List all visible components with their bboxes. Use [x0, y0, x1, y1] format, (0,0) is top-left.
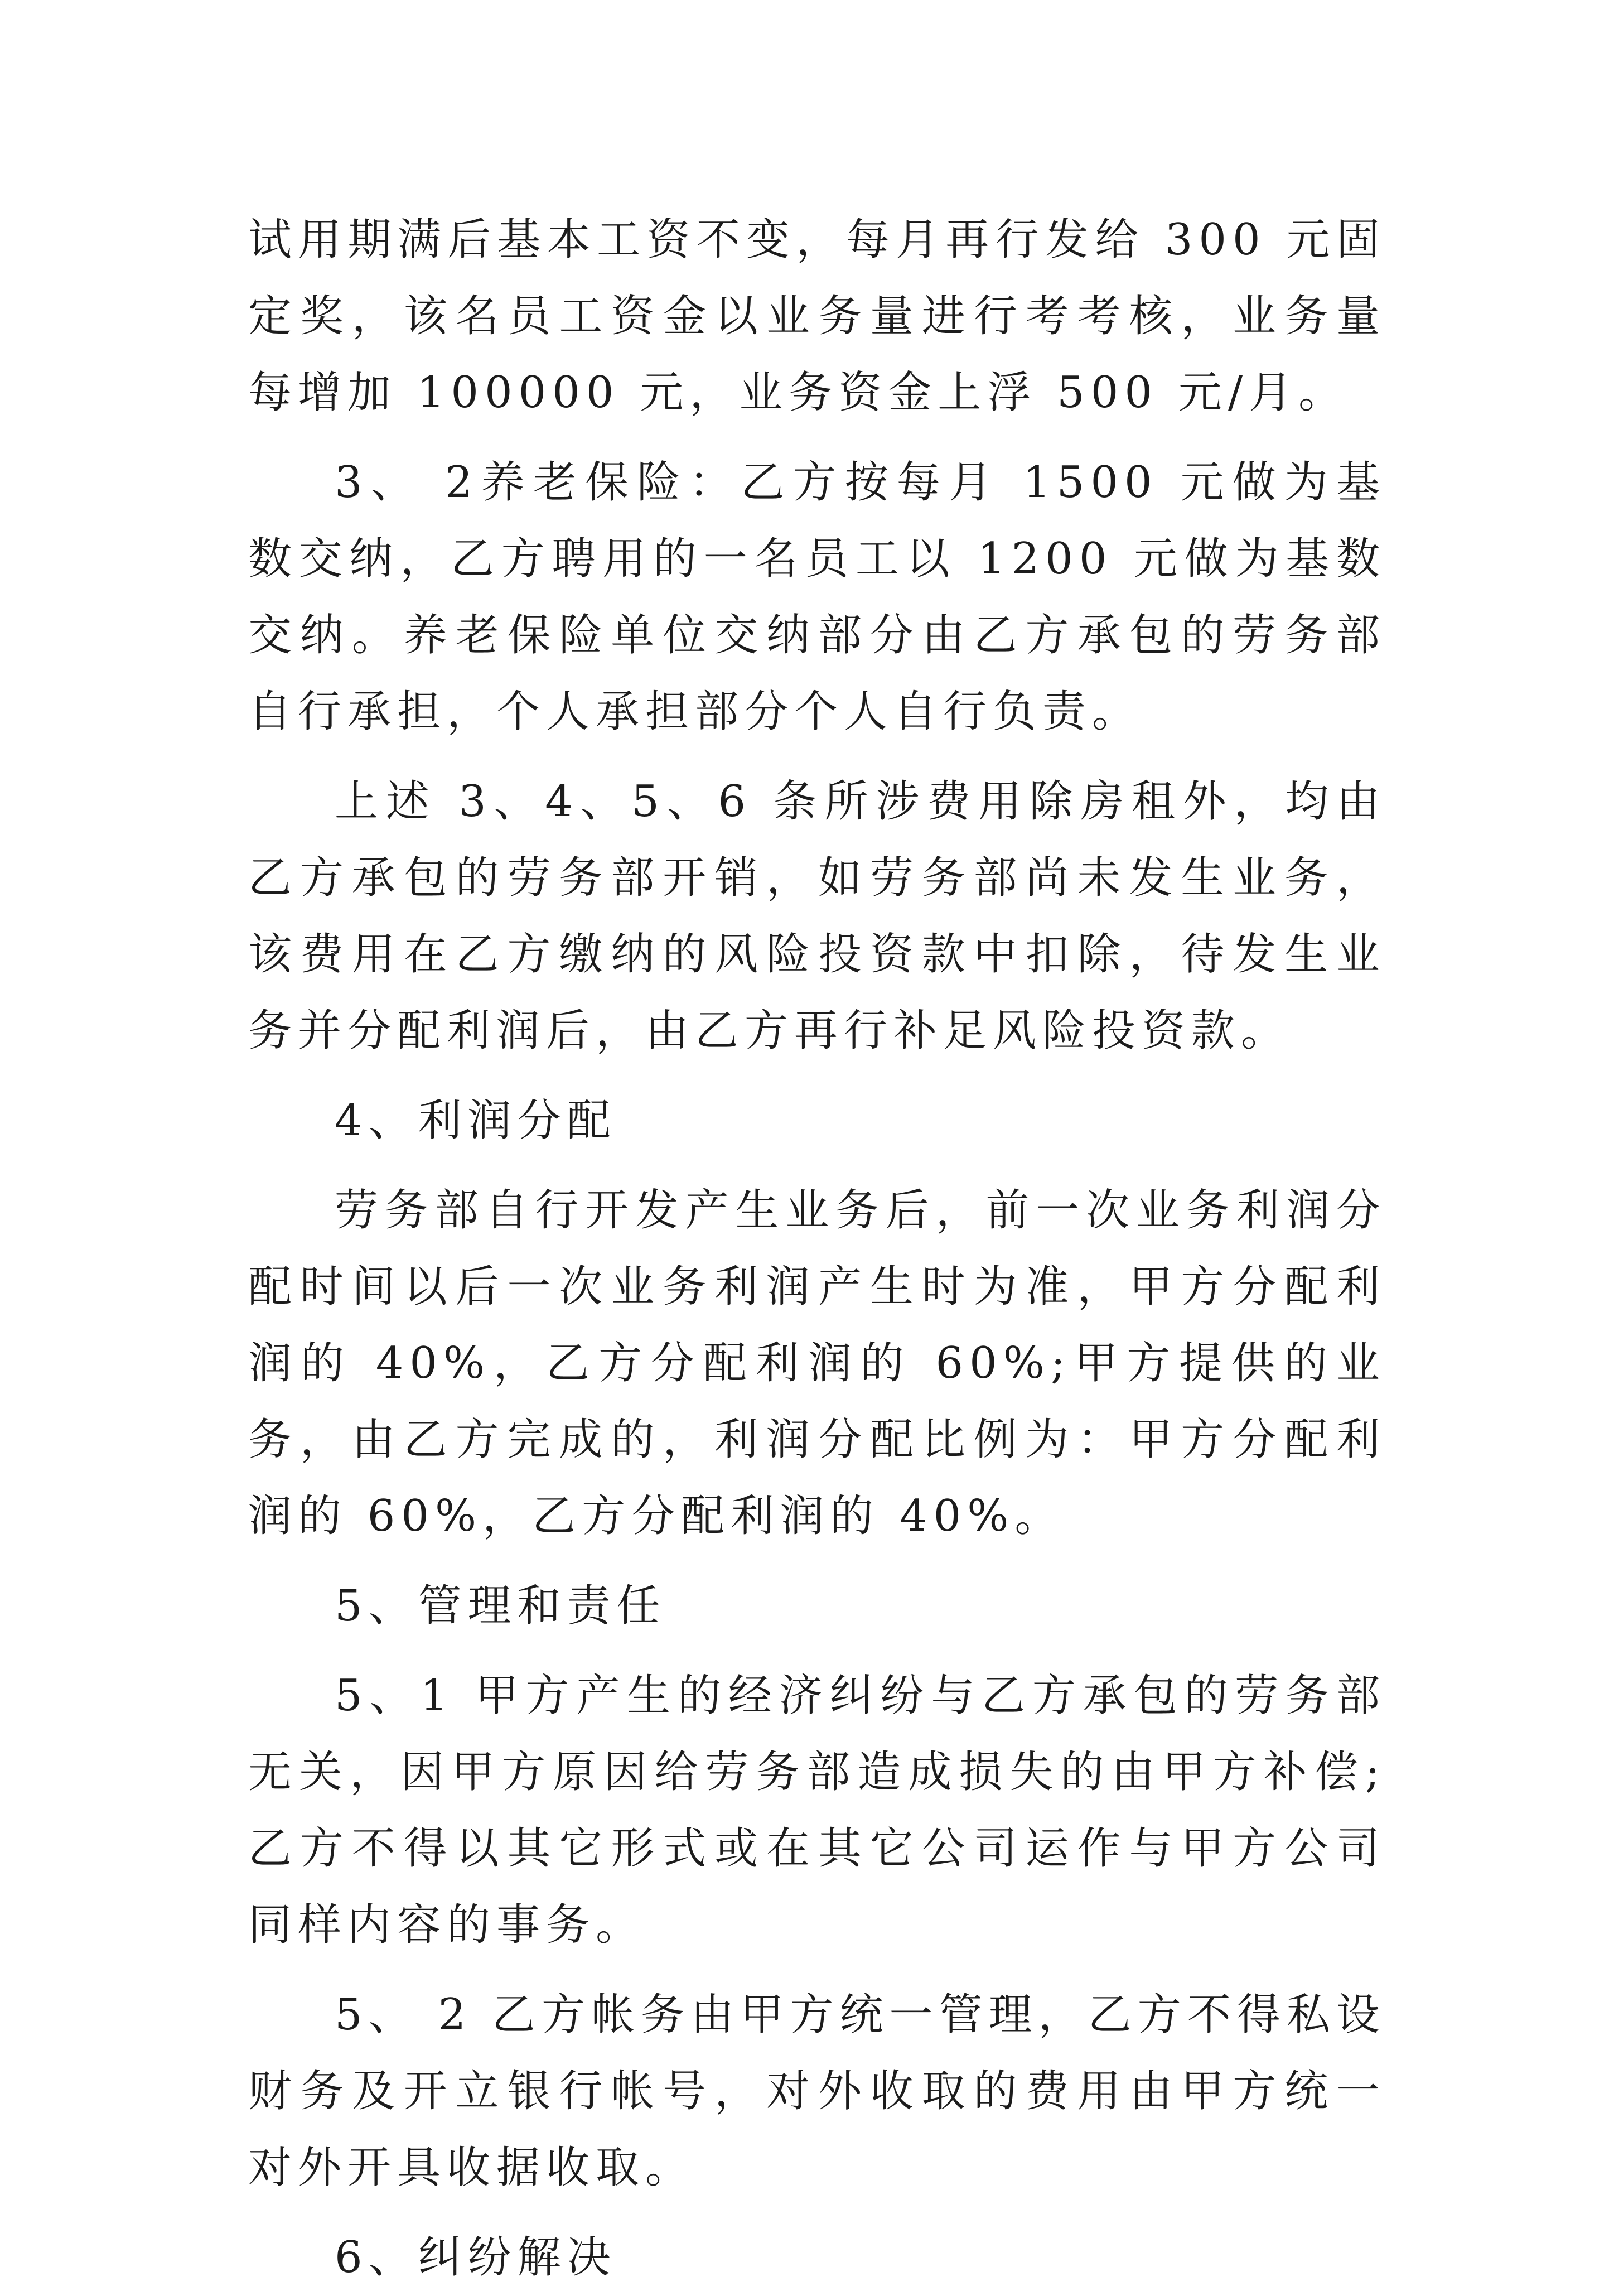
paragraph-pension-insurance: 3、 2养老保险：乙方按每月 1500 元做为基数交纳，乙方聘用的一名员工以 1200 元做为基数交纳。养老保险单位交纳部分由乙方承包的劳务部自行承担，个人承担部分个人自行负责。 [248, 457, 1386, 737]
paragraph-management-5-1: 5、1 甲方产生的经济纠纷与乙方承包的劳务部无关，因甲方原因给劳务部造成损失的由甲方补偿;乙方不得以其它形式或在其它公司运作与甲方公司同样内容的事务。 [248, 1671, 1386, 1950]
paragraph-profit-distribution: 劳务部自行开发产生业务后，前一次业务利润分配时间以后一次业务利润产生时为准，甲方分配利润的 40%，乙方分配利润的 60%;甲方提供的业务，由乙方完成的，利润分配比例为：甲方分配利润的 60%，乙方分配利润的 40%。 [248, 1185, 1386, 1541]
section-heading-profit: 4、利润分配 [335, 1096, 617, 1146]
paragraph-salary: 试用期满后基本工资不变，每月再行发给 300 元固定奖，该名员工资金以业务量进行考考核，业务量每增加 100000 元，业务资金上浮 500 元/月。 [248, 215, 1386, 418]
paragraph-management-5-2: 5、 2 乙方帐务由甲方统一管理，乙方不得私设财务及开立银行帐号，对外收取的费用由甲方统一对外开具收据收取。 [248, 1990, 1386, 2193]
section-heading-management: 5、管理和责任 [335, 1581, 666, 1631]
section-heading-dispute: 6、纠纷解决 [335, 2232, 617, 2283]
paragraph-expense-note: 上述 3、4、5、6 条所涉费用除房租外，均由乙方承包的劳务部开销，如劳务部尚未发生业务，该费用在乙方缴纳的风险投资款中扣除，待发生业务并分配利润后，由乙方再行补足风险投资款。 [248, 776, 1386, 1056]
document-body [248, 202, 1386, 2296]
